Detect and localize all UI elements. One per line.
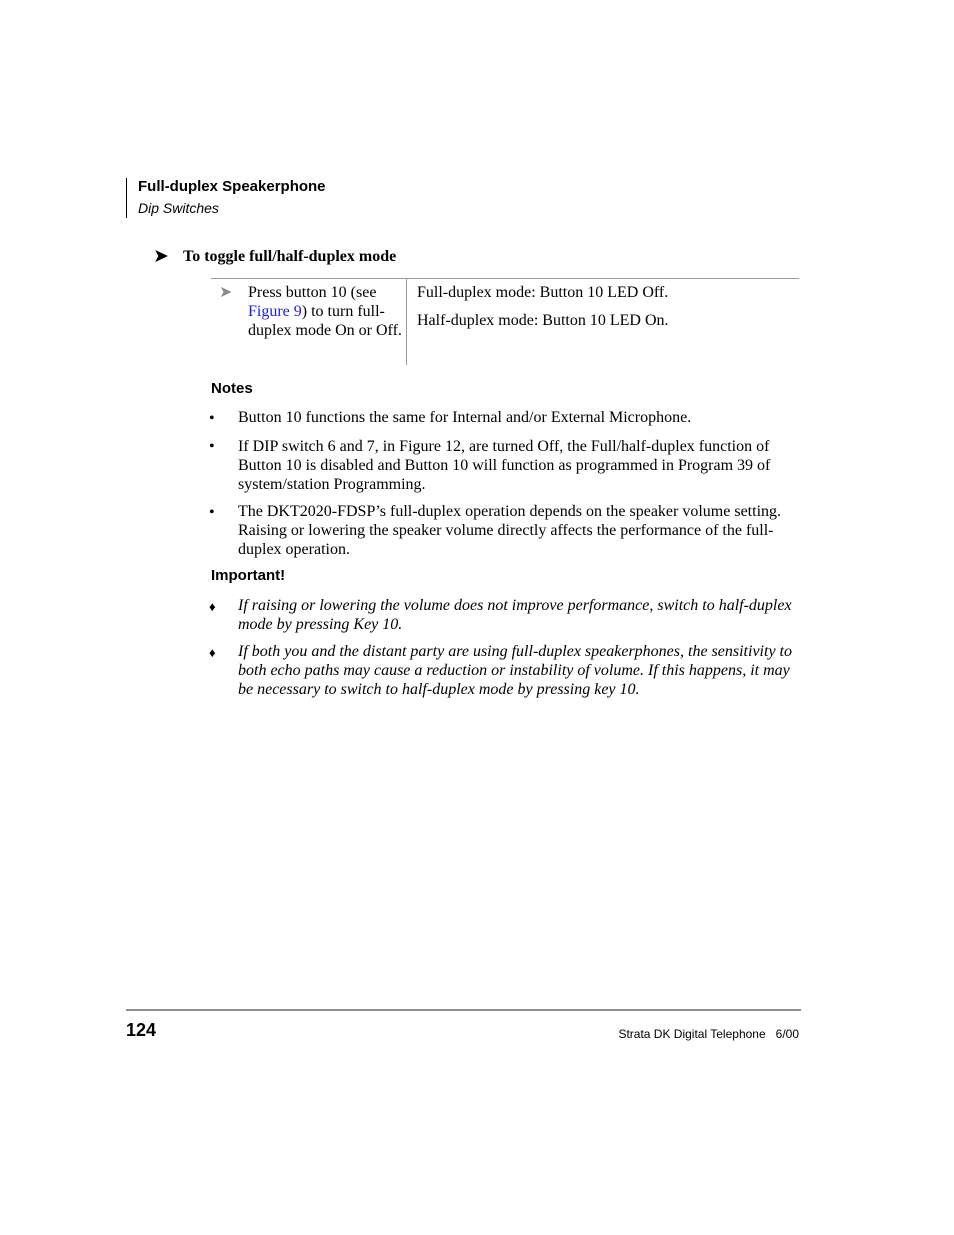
step-result-full-duplex: Full-duplex mode: Button 10 LED Off. xyxy=(417,284,669,301)
section-title: Full-duplex Speakerphone xyxy=(138,178,326,195)
notes-heading: Notes xyxy=(211,380,253,397)
diamond-bullet-icon: ♦ xyxy=(209,645,216,660)
footer-rule xyxy=(126,1009,801,1011)
step-arrow-icon: ➤ xyxy=(219,284,233,301)
important-heading: Important! xyxy=(211,567,286,584)
page-number: 124 xyxy=(126,1020,157,1040)
note-item: If DIP switch 6 and 7, in Figure 12, are turned Off, the Full/half-duplex function of Button 10 is disabled and Button 10 will function as programmed in Program 39 of system/station Programming. xyxy=(238,438,771,493)
header-rule xyxy=(126,178,127,218)
table-top-rule xyxy=(211,278,799,279)
important-item: If both you and the distant party are using full-duplex speakerphones, the sensitivity to both echo paths may cause a reduction or instability of volume. If this happens, it may be necessary to switch to half-duplex mode by pressing key 10. xyxy=(238,643,792,698)
step-text-after: ) to turn full-duplex mode On or Off. xyxy=(248,303,402,339)
bullet-icon: • xyxy=(209,410,215,427)
important-item: If raising or lowering the volume does not improve performance, switch to half-duplex mode by pressing Key 10. xyxy=(238,597,792,633)
book-title: Strata DK Digital Telephone 6/00 xyxy=(618,1027,799,1041)
table-column-divider xyxy=(406,279,407,365)
step-instruction xyxy=(248,283,404,340)
procedure-arrow-icon: ➤ xyxy=(153,246,169,267)
diamond-bullet-icon: ♦ xyxy=(209,599,216,614)
bullet-icon: • xyxy=(209,438,215,455)
note-item: Button 10 functions the same for Internal and/or External Microphone. xyxy=(238,409,692,426)
step-result-half-duplex: Half-duplex mode: Button 10 LED On. xyxy=(417,312,669,329)
procedure-title: To toggle full/half-duplex mode xyxy=(183,248,397,265)
step-text-before: Press button 10 (see xyxy=(248,284,377,301)
note-item: The DKT2020-FDSP’s full-duplex operation depends on the speaker volume setting. Raising or lowering the speaker volume directly affects the performance of the full-duplex operation. xyxy=(238,503,782,558)
bullet-icon: • xyxy=(209,504,215,521)
figure-9-link[interactable]: Figure 9 xyxy=(248,303,302,320)
subsection-title: Dip Switches xyxy=(138,200,219,216)
